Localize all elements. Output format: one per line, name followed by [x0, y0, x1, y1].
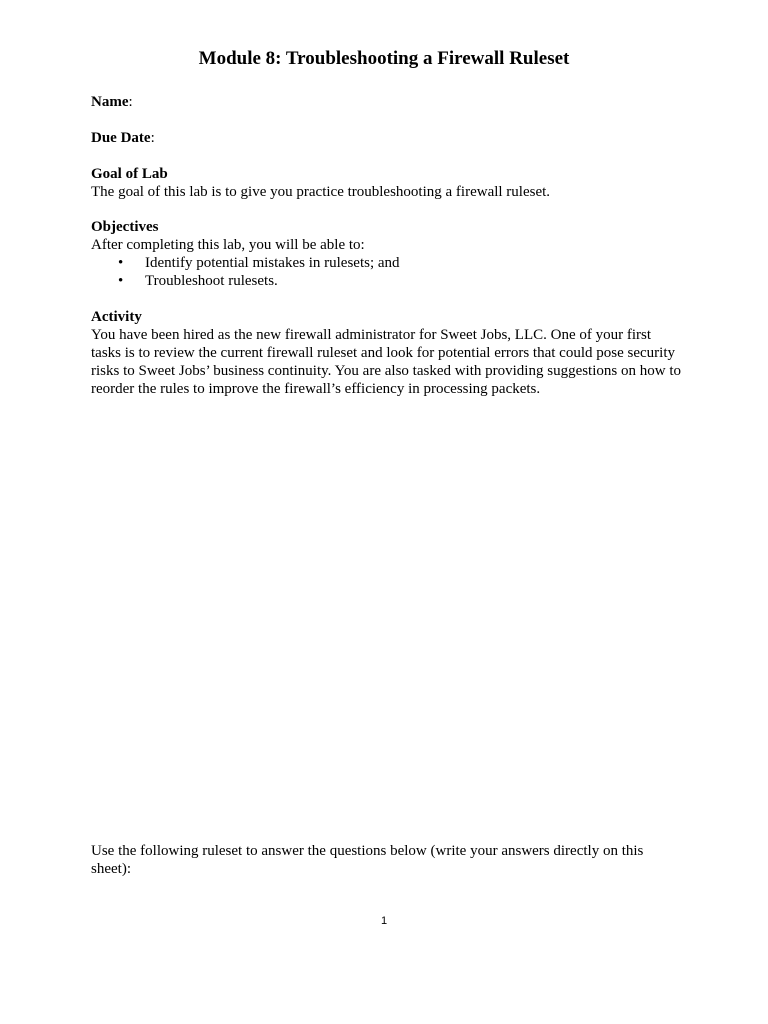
goal-heading: Goal of Lab [91, 166, 168, 182]
objective-text: Troubleshoot rulesets. [145, 273, 278, 289]
name-label: Name [91, 94, 129, 110]
activity-text: You have been hired as the new firewall administrator for Sweet Jobs, LLC. One of your first tasks is to review the current firewall ruleset and look for potential errors that could pose security risks to Sweet Jobs’ business continuity. You are also tasked with providing suggestions on how to reorder the rules to improve the firewall’s efficiency in processing packets. [91, 327, 681, 397]
objectives-intro: After completing this lab, you will be able to: [91, 237, 365, 253]
page-number: 1 [380, 915, 388, 927]
bullet-icon: • [118, 255, 124, 271]
due-date-colon: : [150, 130, 155, 146]
due-date-field [91, 129, 691, 147]
bullet-icon: • [118, 273, 124, 289]
objectives-list [91, 254, 691, 290]
goal-text: The goal of this lab is to give you practice troubleshooting a firewall ruleset. [91, 184, 551, 200]
objective-text: Identify potential mistakes in rulesets; and [145, 255, 400, 271]
objectives-section [91, 218, 691, 290]
ruleset-instruction: Use the following ruleset to answer the questions below (write your answers directly on this sheet): [91, 843, 644, 877]
due-date-label: Due Date [91, 130, 151, 146]
list-item [91, 254, 691, 272]
name-colon: : [128, 94, 133, 110]
goal-section [91, 165, 691, 201]
name-field [91, 93, 691, 111]
activity-heading: Activity [91, 309, 142, 325]
objectives-heading: Objectives [91, 219, 159, 235]
list-item [91, 272, 691, 290]
activity-section [91, 308, 683, 398]
page-title: Module 8: Troubleshooting a Firewall Ruleset [198, 48, 570, 69]
